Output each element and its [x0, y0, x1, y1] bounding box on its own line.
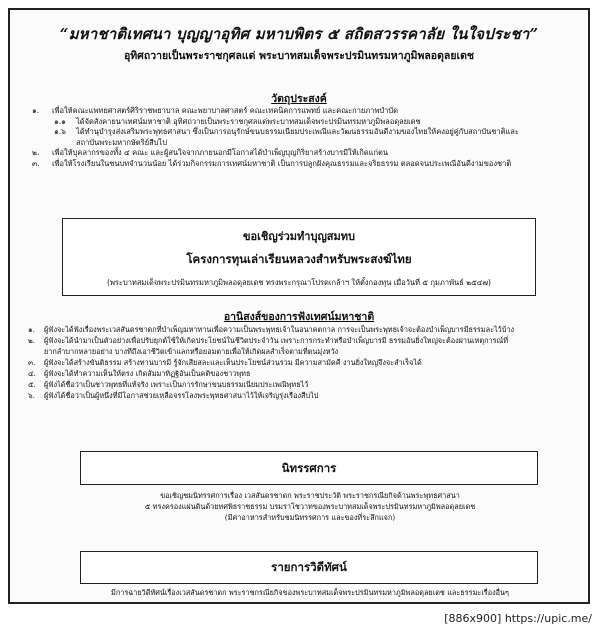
benefit-item [28, 335, 564, 346]
benefits-list [28, 324, 564, 401]
benefit-number: ๖. [28, 391, 35, 400]
page-title: “มหาชาติเทศนา บุญญาอุทิศ มหาบพิตร ๕ สถิตสวรรคาลัย ในใจประชา” [59, 25, 539, 43]
benefit-text: ผู้ฟังจะได้สร้างขันติธรรม สร้างทานบารมี รู้จักเสียสละและเห็นประโยชน์ส่วนรวม มีความสามัคคี งานยิ่งใหญ่จึงจะสำเร็จได้ [44, 358, 422, 367]
benefit-item [28, 368, 564, 379]
benefit-text: ผู้ฟังได้ชื่อว่าเป็นผู้หนึ่งที่มีโอกาสช่วยเหลือจรรโลงพระพุทธศาสนาไว้ให้เจริญรุ่งเรืองสืบไป [44, 391, 319, 400]
benefit-text: ผู้ฟังได้ชื่อว่าเป็นชาวพุทธที่แท้จริง เพราะเป็นการรักษาขนบธรรมเนียมประเพณีพุทธไว้ [44, 380, 309, 389]
objective-number: ๑.๑ [54, 116, 66, 126]
watermark-link[interactable]: [886x900] https://upic.me/ [444, 612, 592, 625]
objective-number: ๑.๖ [54, 127, 66, 136]
objective-item [32, 138, 552, 149]
video-heading-box [80, 551, 538, 584]
objectives-heading: วัตถุประสงค์ [271, 93, 327, 105]
benefit-item [28, 379, 564, 390]
objective-number: ๑. [32, 106, 40, 115]
video-text: มีการฉายวิดีทัศน์เรื่องเวสสันดรชาดก พระราชกรณียกิจของพระบาทสมเด็จพระปรมินทรมหาภูมิพลอดุลยเดช และธรรมะเรื่องอื่นๆ [111, 588, 509, 597]
exhibition-line-2: ๕ ทรงครองแผ่นดินด้วยทศพิธราชธรรม บรมราโชวาทของพระบาทสมเด็จพระปรมินทรมหาภูมิพลอดุลยเดช [144, 502, 476, 511]
benefit-number: ๒. [28, 336, 36, 345]
benefit-item [28, 357, 564, 368]
exhibition-heading-box [80, 451, 538, 485]
objective-item [32, 106, 552, 117]
benefits-heading: อานิสงส์ของการฟังเทศน์มหาชาติ [223, 311, 375, 323]
objective-text: ได้ทำนุบำรุงส่งเสริมพระพุทธศาสนา ซึ่งเป็นการอนุรักษ์ขนบธรรมเนียมประเพณีและวัฒนธรรมอันดีงามของไทยให้คงอยู่คู่กับสถาบันชาติและ [76, 127, 519, 136]
invite-line-3: (พระบาทสมเด็จพระปรมินทรมหาภูมิพลอดุลยเดช ทรงพระกรุณาโปรดเกล้าฯ ให้ตั้งกองทุน เมื่อวันที่ ๕ กุมภาพันธ์ ๒๕๔๗) [107, 278, 491, 287]
objective-text: สถาบันพระมหากษัตริย์สืบไป [76, 137, 167, 147]
benefit-item [28, 324, 564, 335]
objective-text: เพื่อให้คณะแพทยศาสตร์ศิริราชพยาบาล คณะพยาบาลศาสตร์ คณะเทคนิคการแพทย์ และคณะกายภาพบำบัด [52, 106, 399, 115]
objective-number [54, 138, 76, 149]
exhibition-text [70, 490, 550, 523]
benefit-number [28, 346, 44, 357]
benefit-text: ยากลำบากหลายอย่าง บางทีถึงเอาชีวิตเข้าแลกหรือยอมตายเพื่อให้เกิดผลสำเร็จตามที่ตนมุ่งหวัง [44, 347, 339, 356]
benefit-number: ๑. [28, 325, 35, 334]
benefit-number: ๔. [28, 369, 36, 378]
benefit-text: ผู้ฟังจะได้ฟังเรื่องพระเวสสันดรชาดกที่บำเพ็ญมหาทานเพื่อความเป็นพระพุทธเจ้าในอนาคตกาล การจะเป็นพระพุทธเจ้าจะต้องบำเพ็ญบารมีธรรมละไว้บ้าง [44, 325, 515, 334]
invite-line-1: ขอเชิญร่วมทำบุญสมทบ [242, 230, 356, 243]
objectives-list [32, 106, 552, 169]
invite-box [62, 218, 536, 296]
exhibition-line-1: ขอเชิญชมนิทรรศการเรื่อง เวสสันดรชาดก พระราชประวัติ พระราชกรณียกิจด้านพระพุทธศาสนา [160, 491, 460, 500]
objective-item [32, 159, 552, 170]
exhibition-heading: นิทรรศการ [281, 461, 337, 475]
objective-item [32, 127, 552, 138]
objective-text: ได้จัดสังคายนาเทศน์มหาชาติ อุทิศถวายเป็นพระราชกุศลแด่พระบาทสมเด็จพระปรมินทรมหาภูมิพลอดุลยเดช [76, 116, 421, 126]
objective-number: ๒. [32, 148, 40, 157]
benefit-text: ผู้ฟังจะได้ทำความเห็นให้ตรง เกิดสัมมาทิฏฐิอันเป็นคติของชาวพุทธ [44, 369, 251, 378]
objective-item [32, 117, 552, 128]
invite-line-2: โครงการทุนเล่าเรียนหลวงสำหรับพระสงฆ์ไทย [186, 252, 412, 266]
exhibition-line-3: (มีค่าอาหารสำหรับชมนิทรรศการ และของที่ระลึกแจก) [224, 513, 396, 522]
objective-item [32, 148, 552, 159]
objective-text: เพื่อให้บุคลากรของทั้ง ๔ คณะ และผู้สนใจจากภายนอกมีโอกาสได้บำเพ็ญบุญกิริยาสร้างบารมีให้เกิดแก่ตน [52, 148, 389, 157]
benefit-item [28, 346, 564, 357]
page-subtitle: อุทิศถวายเป็นพระราชกุศลแด่ พระบาทสมเด็จพระปรมินทรมหาภูมิพลอดุลยเดช [123, 50, 475, 62]
video-heading: รายการวิดีทัศน์ [271, 560, 347, 574]
benefit-number: ๕. [28, 380, 36, 389]
benefit-number: ๓. [28, 358, 36, 367]
document-page [8, 8, 590, 604]
benefit-text: ผู้ฟังจะได้นำมาเป็นตัวอย่างเพื่อปรับยุกต์ใช้ให้เกิดประโยชน์ในชีวิตประจำวัน เพราะการกระทำหรือบำเพ็ญบารมี ธรรมอันยิ่งใหญ่จะต้องผ่านเหตุการณ์ที่ [44, 336, 509, 345]
benefit-item [28, 390, 564, 401]
objective-number: ๓. [32, 158, 40, 168]
objective-text: เพื่อให้โรงเรียนในชนบทจำนวนน้อย ได้ร่วมกิจกรรมการเทศน์มหาชาติ เป็นการปลูกฝังคุณธรรมและจริยธรรม ตลอดจนประเพณีอันดีงามของชาติ [52, 158, 512, 168]
